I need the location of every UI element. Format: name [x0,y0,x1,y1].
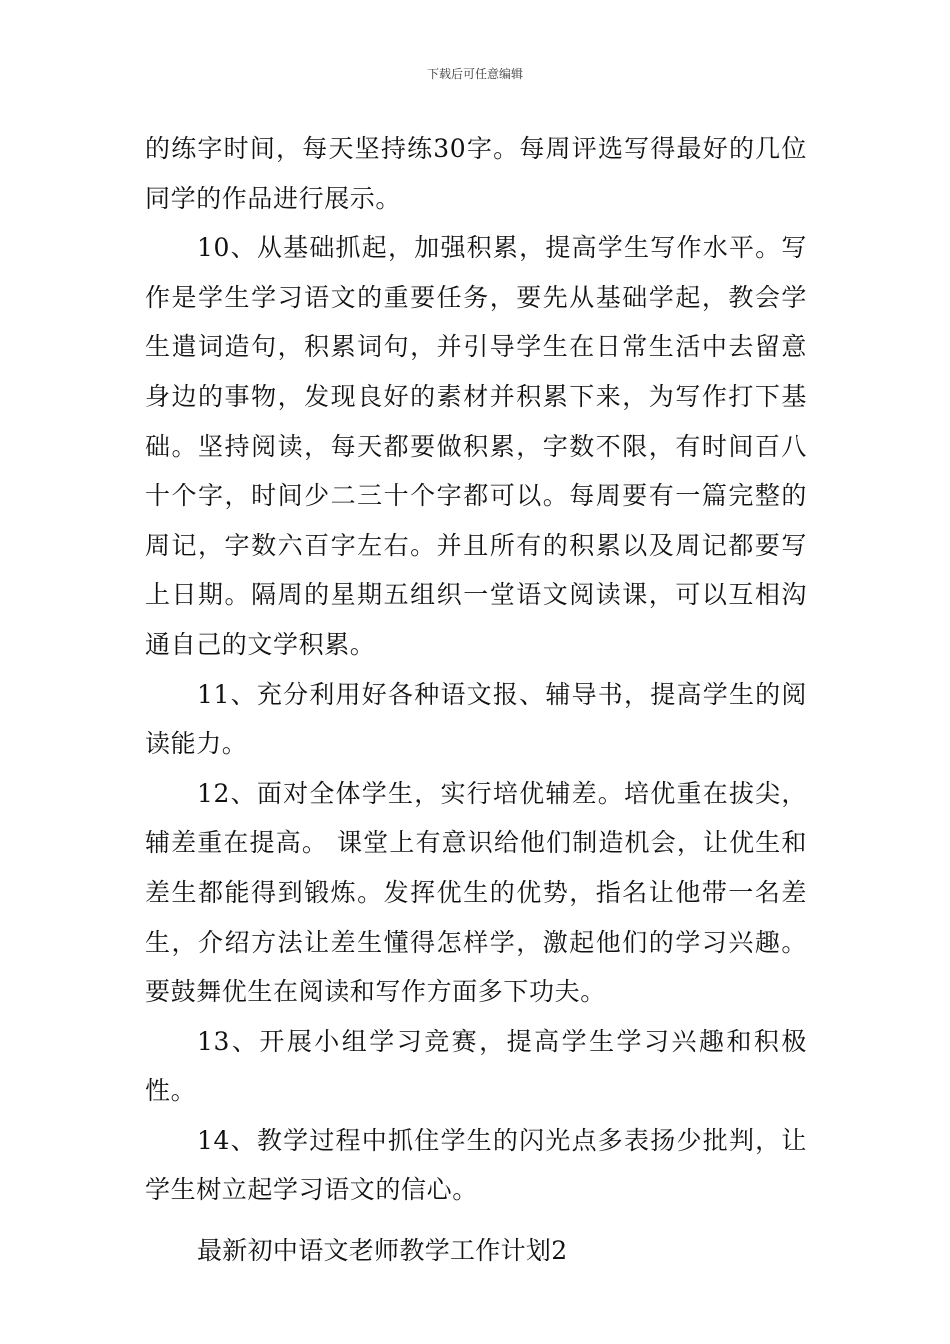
paragraph-item-14: 14、教学过程中抓住学生的闪光点多表扬少批判，让学生树立起学习语文的信心。 [145,1125,807,1205]
paragraph-item-10: 10、从基础抓起，加强积累，提高学生写作水平。写作是学生学习语文的重要任务，要先从基础学起，教会学生遣词造句，积累词句，并引导学生在日常生活中去留意身边的事物，发现良好的素材并积累下来，为写作打下基础。坚持阅读，每天都要做积累，字数不限，有时间百八十个字，时间少二三十个字都可以。每周要有一篇完整的周记，字数六百字左右。并且所有的积累以及周记都要写上日期。隔周的星期五组织一堂语文阅读课，可以互相沟通自己的文学积累。 [145,233,807,659]
section-title: 最新初中语文老师教学工作计划2 [197,1236,568,1266]
paragraph-item-11: 11、充分利用好各种语文报、辅导书，提高学生的阅读能力。 [145,679,807,759]
paragraph-item-13: 13、开展小组学习竞赛，提高学生学习兴趣和积极性。 [145,1026,807,1106]
paragraph-item-12: 12、面对全体学生，实行培优辅差。培优重在拔尖，辅差重在提高。 课堂上有意识给他们制造机会，让优生和差生都能得到锻炼。发挥优生的优势，指名让他带一名差生，介绍方法让差生懂得怎样学，激起他们的学习兴趣。要鼓舞优生在阅读和写作方面多下功夫。 [145,778,807,1007]
document-body [145,124,807,1276]
paragraph-continuation: 的练字时间，每天坚持练30字。每周评选写得最好的几位同学的作品进行展示。 [145,134,807,213]
page-header-note: 下载后可任意编辑 [426,67,523,81]
